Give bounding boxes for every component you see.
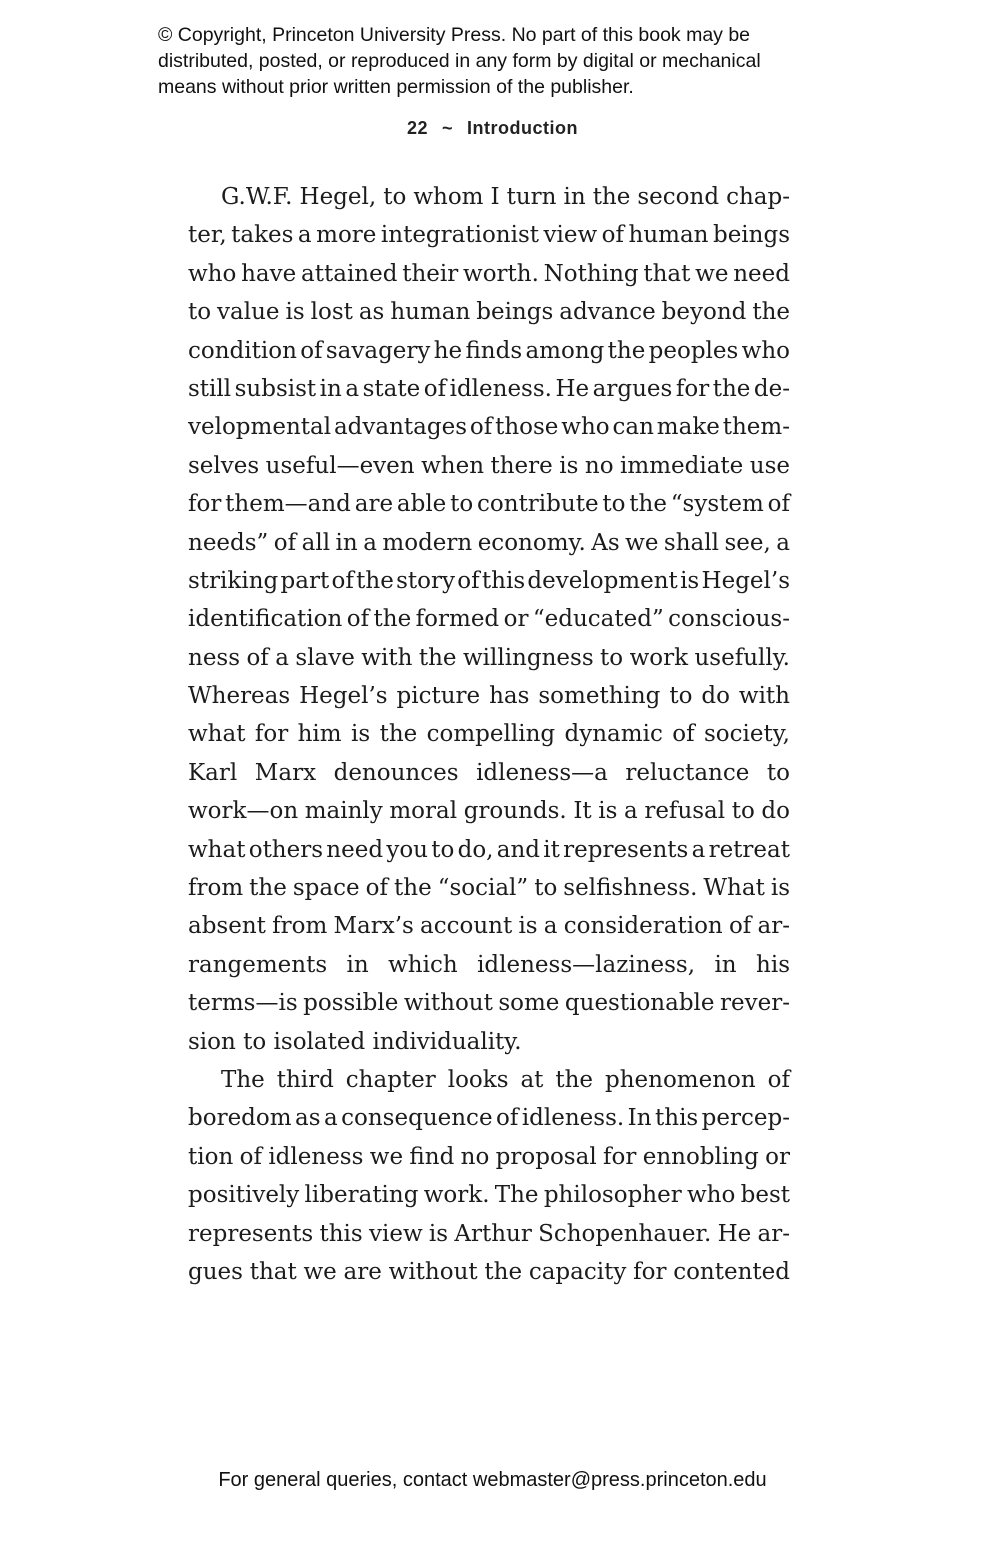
text-line: gues that we are without the capacity for contented bbox=[188, 1258, 790, 1285]
copyright-line: distributed, posted, or reproduced in any form by digital or mechanical bbox=[158, 50, 761, 72]
paragraph bbox=[188, 178, 790, 1061]
text-line: Karl Marx denounces idleness—a reluctance to bbox=[188, 759, 790, 786]
text-line: rangements in which idleness—laziness, in his bbox=[188, 951, 790, 978]
body-text bbox=[188, 178, 790, 1291]
paragraph bbox=[188, 1061, 790, 1291]
text-line: ter, takes a more integrationist view of human beings bbox=[188, 222, 790, 249]
text-line: positively liberating work. The philosopher who best bbox=[188, 1182, 790, 1209]
text-line: absent from Marx’s account is a consideration of ar- bbox=[188, 913, 790, 940]
text-line: work—on mainly moral grounds. It is a refusal to do bbox=[188, 798, 790, 825]
running-head-separator: ~ bbox=[442, 118, 454, 138]
text-line: condition of savagery he finds among the peoples who bbox=[188, 337, 790, 364]
copyright-line: means without prior written permission of the publisher. bbox=[158, 76, 634, 98]
text-line: sion to isolated individuality. bbox=[188, 1028, 522, 1055]
footer-contact: For general queries, contact webmaster@press.princeton.edu bbox=[218, 1469, 767, 1491]
copyright-notice bbox=[158, 22, 858, 100]
text-line: G.W.F. Hegel, to whom I turn in the second chap- bbox=[221, 184, 790, 210]
text-line: terms—is possible without some questionable rever- bbox=[188, 990, 790, 1017]
text-line: velopmental advantages of those who can make them- bbox=[188, 414, 790, 441]
section-title: Introduction bbox=[467, 118, 579, 138]
text-line: striking part of the story of this development is Hegel’s bbox=[188, 567, 790, 594]
page-number: 22 bbox=[406, 118, 429, 138]
text-line: Whereas Hegel’s picture has something to do with bbox=[188, 683, 790, 710]
text-line: who have attained their worth. Nothing that we need bbox=[188, 260, 790, 287]
text-line: from the space of the “social” to selfishness. What is bbox=[188, 875, 790, 902]
text-line: identification of the formed or “educated” conscious- bbox=[188, 606, 790, 633]
text-line: still subsist in a state of idleness. He argues for the de- bbox=[188, 375, 790, 402]
text-line: what others need you to do, and it represents a retreat bbox=[188, 836, 790, 863]
copyright-line: © Copyright, Princeton University Press. No part of this book may be bbox=[158, 24, 751, 46]
text-line: needs” of all in a modern economy. As we shall see, a bbox=[188, 529, 790, 556]
text-line: The third chapter looks at the phenomenon of bbox=[221, 1066, 790, 1093]
running-head bbox=[0, 116, 985, 140]
text-line: for them—and are able to contribute to the “system of bbox=[188, 491, 790, 518]
text-line: selves useful—even when there is no immediate use bbox=[188, 452, 790, 479]
text-line: ness of a slave with the willingness to work usefully. bbox=[188, 644, 790, 671]
text-line: what for him is the compelling dynamic of society, bbox=[188, 721, 790, 748]
text-line: represents this view is Arthur Schopenhauer. He ar- bbox=[188, 1220, 790, 1247]
text-line: to value is lost as human beings advance beyond the bbox=[188, 299, 790, 326]
text-line: tion of idleness we find no proposal for ennobling or bbox=[188, 1143, 790, 1170]
text-line: boredom as a consequence of idleness. In this percep- bbox=[188, 1105, 790, 1132]
